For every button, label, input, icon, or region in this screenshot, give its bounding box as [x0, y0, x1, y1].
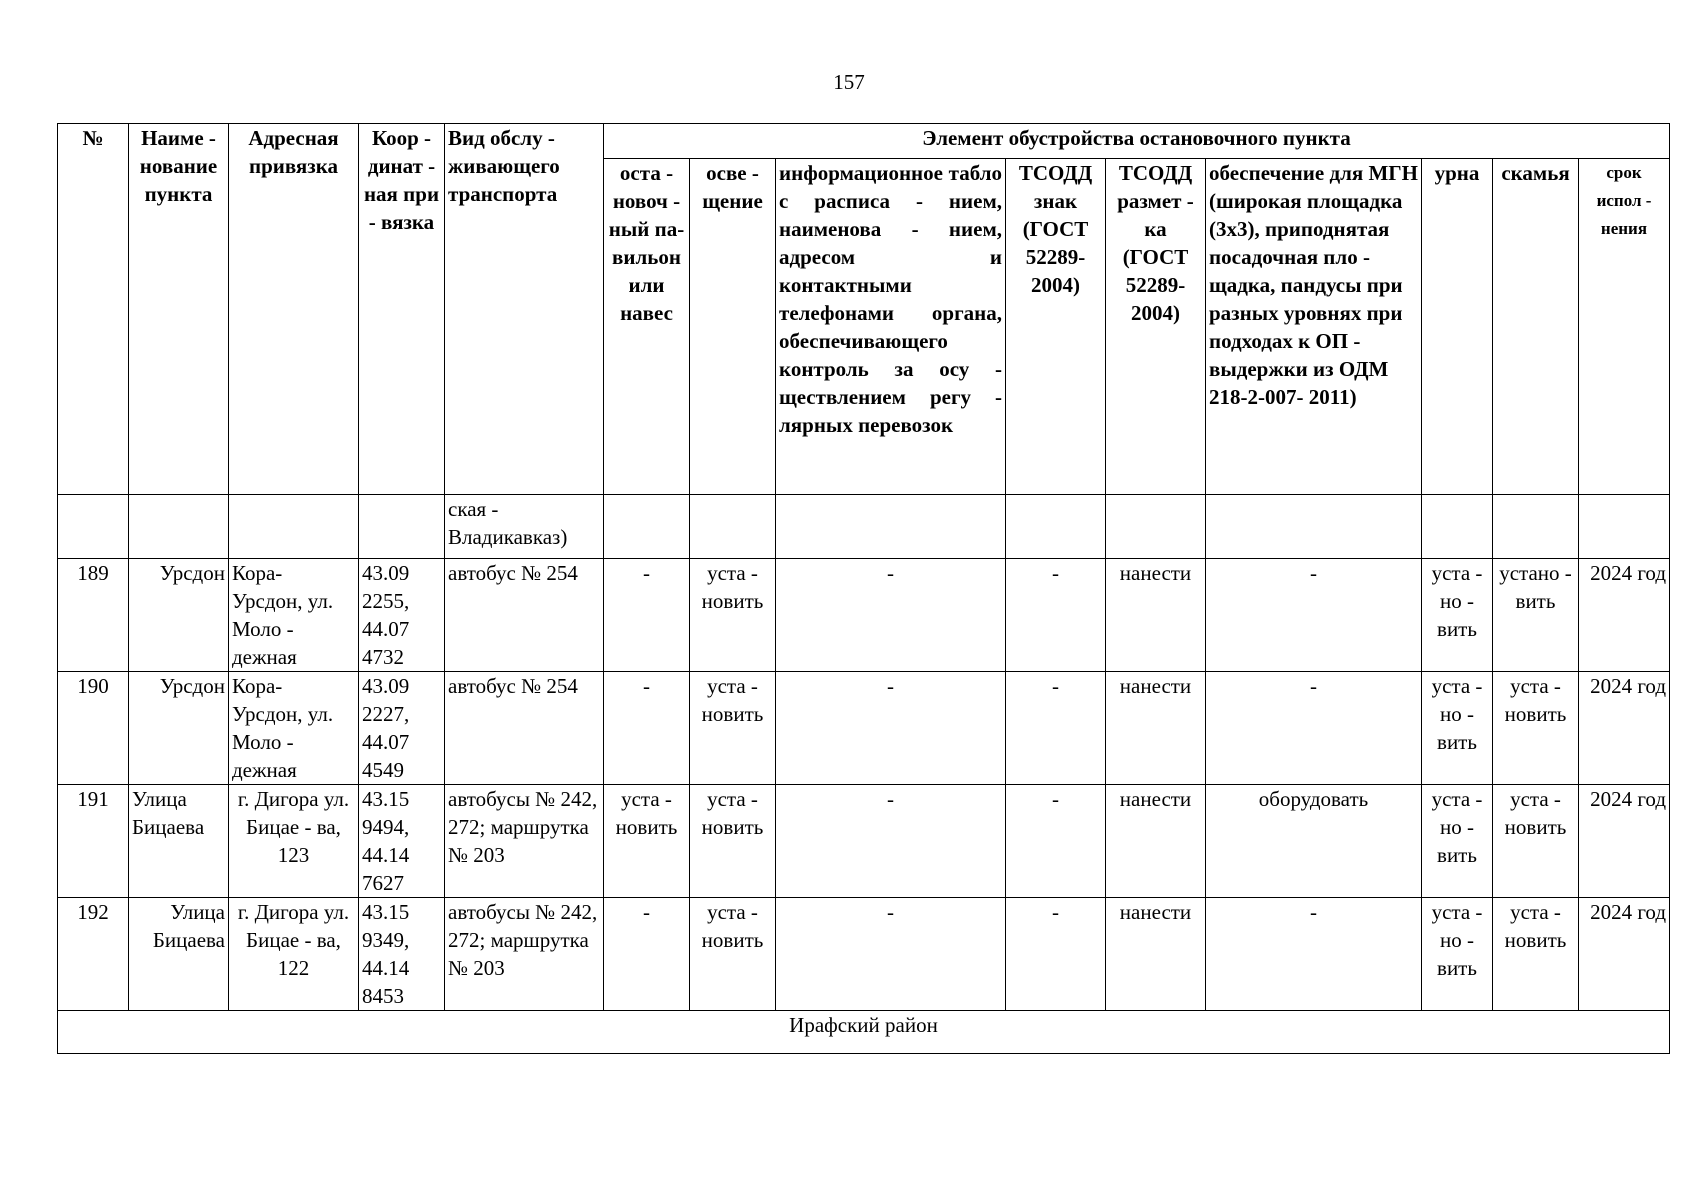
row-address: Кора- Урсдон, ул. Моло - дежная [229, 672, 359, 785]
row-marking: нанести [1106, 672, 1206, 785]
region-row [58, 1011, 1670, 1054]
header-bench: скамья [1493, 159, 1579, 495]
row-coord: 43.09 2255, 44.07 4732 [359, 559, 445, 672]
row-sign: - [1006, 785, 1106, 898]
header-num: № [58, 124, 129, 495]
header-group: Элемент обустройства остановочного пункта [604, 124, 1670, 159]
row-pavilion: - [604, 672, 690, 785]
row-deadline: 2024 год [1579, 672, 1670, 785]
row-coord: 43.15 9494, 44.14 7627 [359, 785, 445, 898]
header-marking: ТСОДД размет - ка (ГОСТ 52289- 2004) [1106, 159, 1206, 495]
row-mgn: - [1206, 559, 1422, 672]
row-sign: - [1006, 672, 1106, 785]
row-coord: 43.09 2227, 44.07 4549 [359, 672, 445, 785]
region-title: Ирафский район [58, 1011, 1670, 1054]
row-info: - [776, 559, 1006, 672]
row-marking: нанести [1106, 898, 1206, 1011]
continuation-row [58, 495, 1670, 559]
row-num: 189 [58, 559, 129, 672]
header-row-1 [58, 124, 1670, 159]
header-lighting: осве - щение [690, 159, 776, 495]
table-row [58, 785, 1670, 898]
row-address: г. Дигора ул. Бицае - ва, 122 [229, 898, 359, 1011]
row-address: г. Дигора ул. Бицае - ва, 123 [229, 785, 359, 898]
header-sign: ТСОДД знак (ГОСТ 52289- 2004) [1006, 159, 1106, 495]
header-address: Адресная привязка [229, 124, 359, 495]
row-transport: автобусы № 242, 272; маршрутка № 203 [445, 898, 604, 1011]
table-row [58, 559, 1670, 672]
header-urn: урна [1422, 159, 1493, 495]
row-pavilion: - [604, 559, 690, 672]
row-urn: уста - но - вить [1422, 672, 1493, 785]
row-num: 190 [58, 672, 129, 785]
row-lighting: уста - новить [690, 785, 776, 898]
row-num: 192 [58, 898, 129, 1011]
row-pavilion: уста - новить [604, 785, 690, 898]
table-row [58, 898, 1670, 1011]
header-name: Наиме - нование пункта [129, 124, 229, 495]
row-mgn: - [1206, 898, 1422, 1011]
row-name: Улица Бицаева [129, 785, 229, 898]
row-num: 191 [58, 785, 129, 898]
row-coord: 43.15 9349, 44.14 8453 [359, 898, 445, 1011]
bus-stops-table [57, 123, 1670, 1054]
row-lighting: уста - новить [690, 898, 776, 1011]
row-lighting: уста - новить [690, 672, 776, 785]
header-transport: Вид обслу - живающего транспорта [445, 124, 604, 495]
row-name: Урсдон [129, 559, 229, 672]
row-mgn: - [1206, 672, 1422, 785]
row-deadline: 2024 год [1579, 559, 1670, 672]
row-deadline: 2024 год [1579, 898, 1670, 1011]
continuation-transport: ская - Владикавказ) [445, 495, 604, 559]
row-urn: уста - но - вить [1422, 785, 1493, 898]
row-mgn: оборудовать [1206, 785, 1422, 898]
header-coord: Коор - динат - ная при - вязка [359, 124, 445, 495]
header-info: информационное табло с расписа - нием, наименова - нием, адресом и контактными телефонами органа, обеспечивающего контроль за осу - ществлением регу - лярных перевозок [776, 159, 1006, 495]
row-marking: нанести [1106, 785, 1206, 898]
row-sign: - [1006, 559, 1106, 672]
row-transport: автобус № 254 [445, 559, 604, 672]
row-marking: нанести [1106, 559, 1206, 672]
header-pavilion: оста - новоч - ный па- вильон или навес [604, 159, 690, 495]
row-transport: автобусы № 242, 272; маршрутка № 203 [445, 785, 604, 898]
row-bench: уста - новить [1493, 898, 1579, 1011]
row-name: Урсдон [129, 672, 229, 785]
row-bench: устано - вить [1493, 559, 1579, 672]
row-pavilion: - [604, 898, 690, 1011]
row-sign: - [1006, 898, 1106, 1011]
row-bench: уста - новить [1493, 672, 1579, 785]
row-name: Улица Бицаева [129, 898, 229, 1011]
row-deadline: 2024 год [1579, 785, 1670, 898]
row-info: - [776, 898, 1006, 1011]
row-bench: уста - новить [1493, 785, 1579, 898]
row-info: - [776, 672, 1006, 785]
row-address: Кора- Урсдон, ул. Моло - дежная [229, 559, 359, 672]
row-transport: автобус № 254 [445, 672, 604, 785]
row-urn: уста - но - вить [1422, 559, 1493, 672]
row-info: - [776, 785, 1006, 898]
header-deadline: срок испол - нения [1579, 159, 1670, 495]
table-row [58, 672, 1670, 785]
row-lighting: уста - новить [690, 559, 776, 672]
header-mgn: обеспечение для МГН (широкая площадка (3х3), приподнятая посадочная пло - щадка, пандусы при разных уровнях при подходах к ОП - выдержки из ОДМ 218-2-007- 2011) [1206, 159, 1422, 495]
page-number: 157 [833, 70, 865, 94]
row-urn: уста - но - вить [1422, 898, 1493, 1011]
